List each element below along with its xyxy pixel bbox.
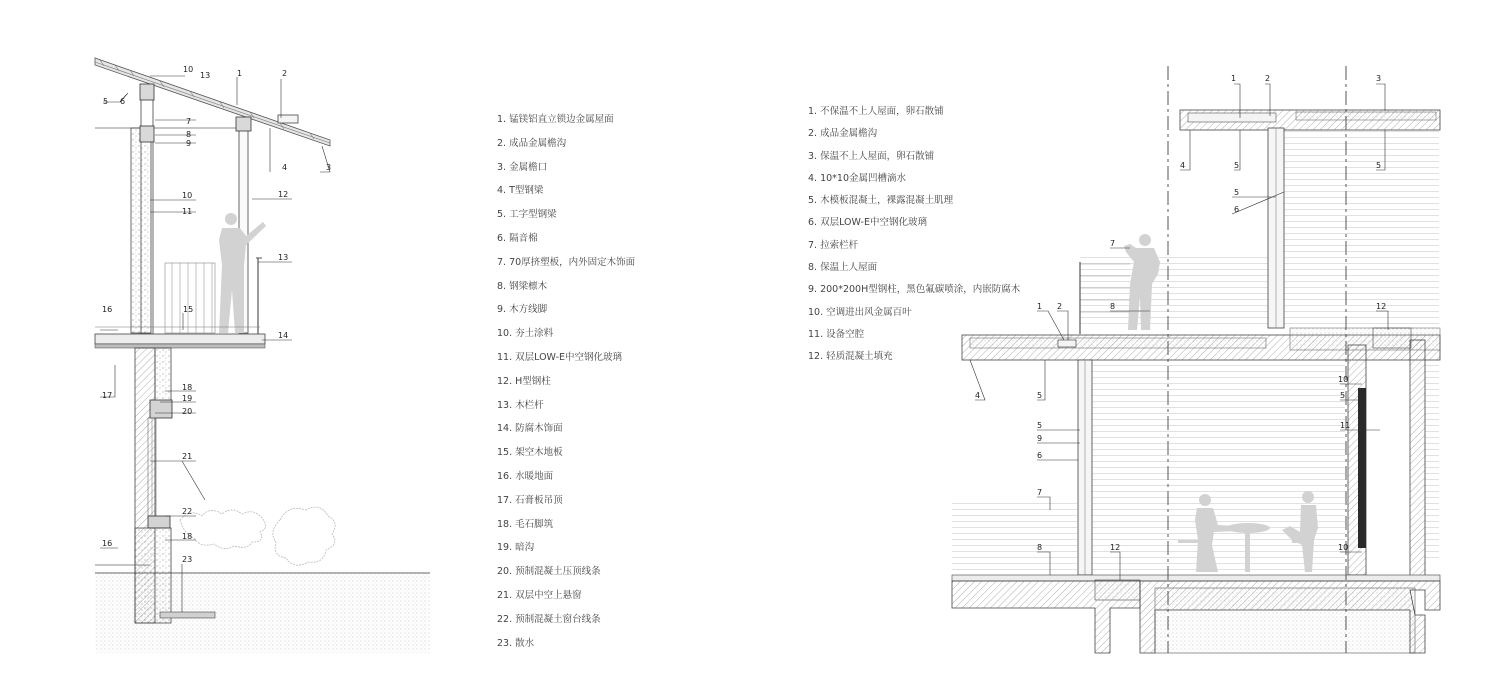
svg-text:11: 11 xyxy=(182,207,193,216)
left-legend-item: 13. 木栏杆 xyxy=(497,399,544,411)
left-legend-item: 1. 锰镁铝直立锁边金属屋面 xyxy=(497,114,614,125)
svg-text:2: 2 xyxy=(1057,302,1063,311)
svg-text:8: 8 xyxy=(186,130,192,139)
svg-text:10: 10 xyxy=(183,65,194,74)
right-legend-item: 3. 保温不上人屋面，卵石散铺 xyxy=(808,150,935,162)
right-legend-item: 12. 轻质混凝土填充 xyxy=(808,351,893,363)
svg-text:12: 12 xyxy=(278,190,289,199)
svg-text:10: 10 xyxy=(182,191,193,200)
svg-text:2: 2 xyxy=(1265,74,1271,83)
svg-text:10: 10 xyxy=(1338,375,1349,384)
left-legend-item: 21. 双层中空上悬窗 xyxy=(497,589,582,601)
right-legend-item: 10. 空调进出风金属百叶 xyxy=(808,306,912,318)
svg-text:5: 5 xyxy=(1234,188,1240,197)
svg-text:5: 5 xyxy=(1376,161,1382,170)
svg-text:15: 15 xyxy=(183,305,194,314)
svg-text:8: 8 xyxy=(1037,543,1043,552)
svg-text:9: 9 xyxy=(1037,434,1043,443)
svg-text:8: 8 xyxy=(1110,302,1116,311)
svg-text:3: 3 xyxy=(326,163,332,172)
svg-text:22: 22 xyxy=(182,507,193,516)
left-legend-item: 18. 毛石脚筑 xyxy=(497,518,554,530)
svg-text:5: 5 xyxy=(1340,391,1346,400)
left-legend-item: 16. 水暖地面 xyxy=(497,470,554,482)
svg-text:12: 12 xyxy=(1110,543,1121,552)
svg-text:1: 1 xyxy=(1037,302,1043,311)
left-legend-item: 2. 成品金属檐沟 xyxy=(497,137,567,149)
right-building-section xyxy=(952,66,1440,653)
left-legend-item: 23. 散水 xyxy=(497,637,535,649)
right-legend xyxy=(808,101,1020,369)
svg-text:6: 6 xyxy=(1234,205,1240,214)
svg-text:17: 17 xyxy=(102,391,113,400)
svg-text:4: 4 xyxy=(975,391,981,400)
svg-text:1: 1 xyxy=(237,69,243,78)
svg-text:16: 16 xyxy=(102,539,113,548)
svg-text:9: 9 xyxy=(186,139,192,148)
svg-text:5: 5 xyxy=(1037,421,1043,430)
left-legend-item: 8. 钢梁檩木 xyxy=(497,280,548,292)
svg-text:7: 7 xyxy=(1037,488,1043,497)
left-legend xyxy=(497,108,635,655)
right-legend-item: 5. 木模板混凝土，裸露混凝土肌理 xyxy=(808,195,954,207)
svg-text:7: 7 xyxy=(186,117,192,126)
svg-text:19: 19 xyxy=(182,394,193,403)
right-legend-item: 2. 成品金属檐沟 xyxy=(808,128,878,140)
svg-text:20: 20 xyxy=(182,407,193,416)
svg-text:21: 21 xyxy=(182,452,193,461)
svg-text:5: 5 xyxy=(103,97,109,106)
svg-text:13: 13 xyxy=(200,71,211,80)
left-legend-item: 3. 金属檐口 xyxy=(497,161,548,173)
left-legend-item: 6. 隔音棉 xyxy=(497,232,538,244)
svg-text:10: 10 xyxy=(1338,543,1349,552)
right-legend-item: 9. 200*200H型钢柱，黑色氟碳喷涂，内嵌防腐木 xyxy=(808,284,1021,296)
svg-text:1: 1 xyxy=(1231,74,1237,83)
left-wall-section xyxy=(95,58,430,653)
svg-text:6: 6 xyxy=(120,97,126,106)
right-legend-item: 6. 双层LOW-E中空钢化玻璃 xyxy=(808,217,927,229)
svg-text:12: 12 xyxy=(1376,302,1387,311)
svg-text:4: 4 xyxy=(282,163,288,172)
right-legend-item: 7. 拉索栏杆 xyxy=(808,239,859,251)
svg-text:18: 18 xyxy=(182,383,193,392)
left-legend-item: 5. 工字型钢梁 xyxy=(497,209,557,221)
left-legend-item: 9. 木方线脚 xyxy=(497,304,548,316)
svg-text:11: 11 xyxy=(1340,421,1351,430)
left-legend-item: 22. 预制混凝土窗台线条 xyxy=(497,613,601,625)
svg-text:2: 2 xyxy=(282,69,288,78)
svg-text:5: 5 xyxy=(1037,391,1043,400)
svg-text:5: 5 xyxy=(1234,161,1240,170)
svg-text:14: 14 xyxy=(278,331,289,340)
svg-text:16: 16 xyxy=(102,305,113,314)
svg-text:23: 23 xyxy=(182,555,193,564)
left-legend-item: 4. T型钢梁 xyxy=(497,185,544,197)
svg-text:4: 4 xyxy=(1180,161,1186,170)
left-legend-item: 11. 双层LOW-E中空钢化玻璃 xyxy=(497,351,622,363)
left-legend-item: 19. 暗沟 xyxy=(497,542,535,554)
right-legend-item: 8. 保温上人屋面 xyxy=(808,262,878,274)
right-legend-item: 1. 不保温不上人屋面，卵石散铺 xyxy=(808,106,944,117)
svg-text:7: 7 xyxy=(1110,239,1116,248)
left-legend-item: 14. 防腐木饰面 xyxy=(497,423,563,435)
left-legend-item: 17. 石膏板吊顶 xyxy=(497,494,563,506)
right-legend-item: 4. 10*10金属凹槽滴水 xyxy=(808,172,907,184)
svg-text:3: 3 xyxy=(1376,74,1382,83)
left-legend-item: 20. 预制混凝土压顶线条 xyxy=(497,566,601,578)
left-legend-item: 15. 架空木地板 xyxy=(497,447,563,459)
left-legend-item: 12. H型钢柱 xyxy=(497,375,551,387)
left-legend-item: 10. 夯土涂料 xyxy=(497,328,554,340)
right-legend-item: 11. 设备空腔 xyxy=(808,328,865,340)
svg-text:6: 6 xyxy=(1037,451,1043,460)
svg-text:13: 13 xyxy=(278,253,289,262)
left-legend-item: 7. 70厚挤塑板，内外固定木饰面 xyxy=(497,256,636,268)
svg-text:18: 18 xyxy=(182,532,193,541)
